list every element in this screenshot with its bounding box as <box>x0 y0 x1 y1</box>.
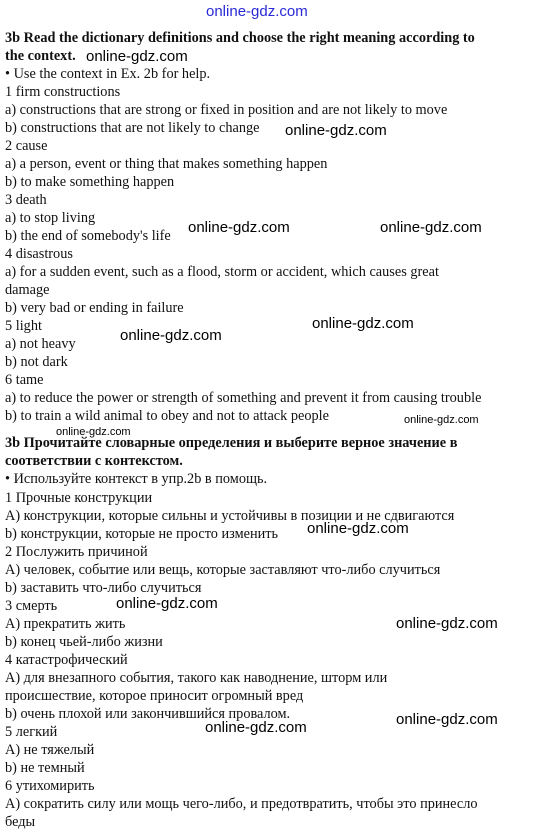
item-heading: 3 смерть <box>5 598 58 614</box>
exercise-title-ru: 3b Прочитайте словарные определения и выберите верное значение в <box>5 435 458 451</box>
watermark-overlay: online-gdz.com <box>396 711 498 728</box>
definition-option: b) очень плохой или закончившийся провалом. <box>5 706 291 722</box>
definition-option: А) не тяжелый <box>5 742 95 758</box>
definition-option: А) конструкции, которые сильны и устойчивы в позиции и не сдвигаются <box>5 508 455 524</box>
instruction-ru: • Используйте контекст в упр.2b в помощь. <box>5 471 268 487</box>
watermark-overlay: online-gdz.com <box>188 219 290 236</box>
watermark-overlay: online-gdz.com <box>307 520 409 537</box>
definition-option: a) not heavy <box>5 336 76 352</box>
instruction-en: • Use the context in Ex. 2b for help. <box>5 66 211 82</box>
definition-option: А) сократить силу или мощь чего-либо, и предотвратить, чтобы это принесло <box>5 796 478 812</box>
item-heading: 2 cause <box>5 138 48 154</box>
definition-option: А) для внезапного события, такого как наводнение, шторм или <box>5 670 388 686</box>
item-heading: 3 death <box>5 192 47 208</box>
definition-option: b) the end of somebody's life <box>5 228 171 244</box>
definition-option: b) very bad or ending in failure <box>5 300 184 316</box>
exercise-title-en: 3b Read the dictionary definitions and choose the right meaning according to <box>5 30 475 46</box>
definition-option: a) to stop living <box>5 210 96 226</box>
exercise-title-en-cont: the context. <box>5 48 76 64</box>
definition-option: a) to reduce the power or strength of something and prevent it from causing trouble <box>5 390 482 406</box>
item-heading: 6 tame <box>5 372 44 388</box>
item-heading: 4 disastrous <box>5 246 73 262</box>
definition-option: a) a person, event or thing that makes something happen <box>5 156 328 172</box>
exercise-title-ru-cont: соответствии с контекстом. <box>5 453 183 469</box>
watermark-overlay: online-gdz.com <box>404 414 479 426</box>
definition-option: b) не темный <box>5 760 85 776</box>
watermark-overlay: online-gdz.com <box>312 315 414 332</box>
definition-option: беды <box>5 814 36 830</box>
item-heading: 5 light <box>5 318 42 334</box>
definition-option: происшествие, которое приносит огромный вред <box>5 688 304 704</box>
watermark-header: online-gdz.com <box>206 3 308 20</box>
item-heading: 4 катастрофический <box>5 652 128 668</box>
definition-option: b) конструкции, которые не просто изменить <box>5 526 279 542</box>
definition-option: b) заставить что-либо случиться <box>5 580 202 596</box>
watermark-overlay: online-gdz.com <box>116 595 218 612</box>
watermark-overlay: online-gdz.com <box>285 122 387 139</box>
watermark-overlay: online-gdz.com <box>56 426 131 438</box>
item-heading: 1 Прочные конструкции <box>5 490 153 506</box>
definition-option: А) человек, событие или вещь, которые заставляют что-либо случиться <box>5 562 441 578</box>
watermark-overlay: online-gdz.com <box>396 615 498 632</box>
definition-option: b) конец чьей-либо жизни <box>5 634 163 650</box>
item-heading: 1 firm constructions <box>5 84 121 100</box>
definition-option: b) to make something happen <box>5 174 175 190</box>
definition-option: damage <box>5 282 50 298</box>
watermark-overlay: online-gdz.com <box>86 48 188 65</box>
item-heading: 5 легкий <box>5 724 58 740</box>
definition-option: b) to train a wild animal to obey and not to attack people <box>5 408 329 424</box>
watermark-overlay: online-gdz.com <box>120 327 222 344</box>
definition-option: a) for a sudden event, such as a flood, storm or accident, which causes great <box>5 264 439 280</box>
item-heading: 6 утихомирить <box>5 778 95 794</box>
definition-option: b) constructions that are not likely to change <box>5 120 260 136</box>
item-heading: 2 Послужить причиной <box>5 544 148 560</box>
watermark-overlay: online-gdz.com <box>205 719 307 736</box>
definition-option: b) not dark <box>5 354 68 370</box>
watermark-overlay: online-gdz.com <box>380 219 482 236</box>
definition-option: a) constructions that are strong or fixed in position and are not likely to move <box>5 102 448 118</box>
definition-option: А) прекратить жить <box>5 616 126 632</box>
